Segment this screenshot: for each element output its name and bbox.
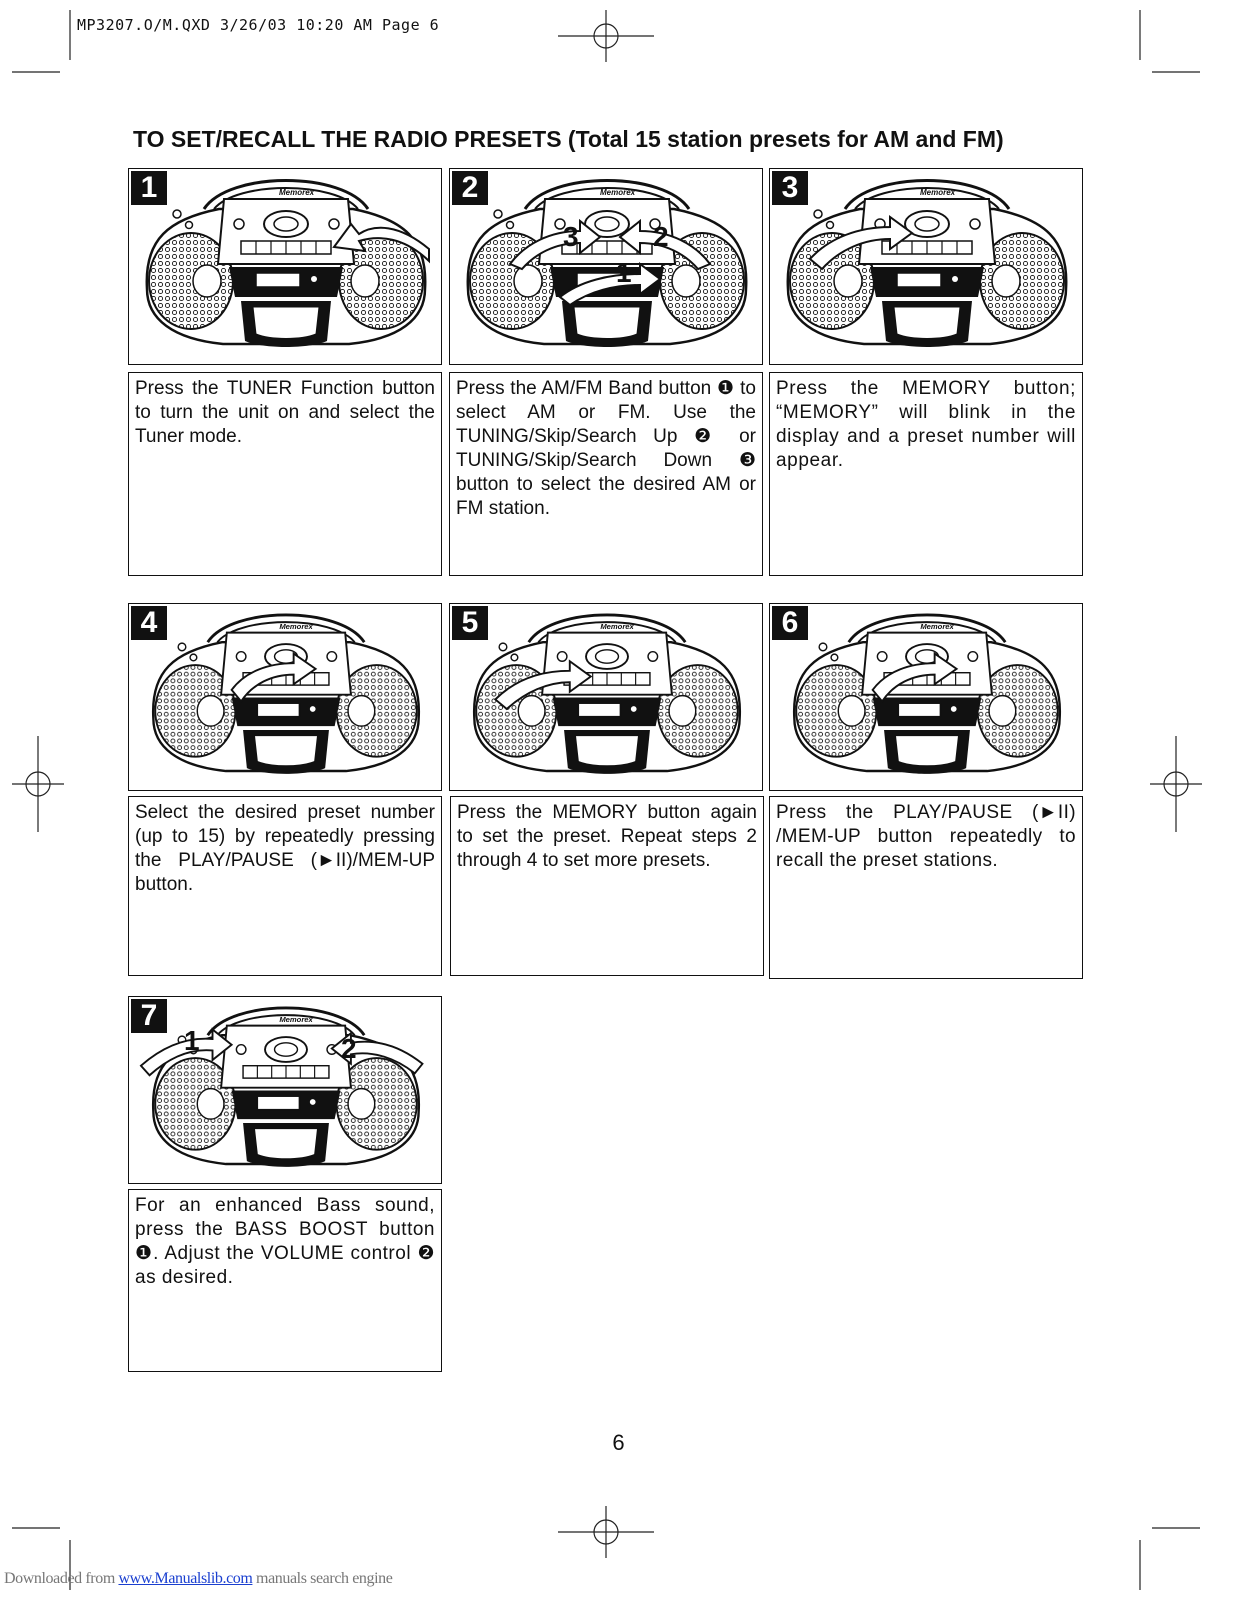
- step-illustration: [128, 603, 442, 791]
- step-number: 3: [772, 171, 808, 205]
- step-number: 2: [452, 171, 488, 205]
- step-description: Press the PLAY/PAUSE (►II) /MEM-UP button repeatedly to recall the preset stations.: [769, 796, 1083, 979]
- footer-suffix: manuals search engine: [252, 1570, 393, 1587]
- step-illustration: [128, 168, 442, 365]
- callout-number: 2: [653, 221, 669, 252]
- callout-number: 3: [563, 221, 579, 252]
- arrow-icon: [129, 169, 442, 365]
- arrow-icon: [450, 169, 763, 365]
- step-number: 6: [772, 606, 808, 640]
- callout-number: 2: [341, 1033, 357, 1064]
- step-description: Select the desired preset number (up to 15) by repeatedly pressing the PLAY/PAUSE (►II)/MEM-UP button.: [128, 796, 442, 976]
- callout-number: 1: [616, 257, 632, 288]
- arrow-icon: [129, 604, 442, 791]
- step-description: Press the MEMORY button again to set the preset. Repeat steps 2 through 4 to set more presets.: [450, 796, 764, 976]
- page-title: TO SET/RECALL THE RADIO PRESETS (Total 15 station presets for AM and FM): [133, 126, 1004, 152]
- arrow-icon: [770, 604, 1083, 791]
- step-number: 4: [131, 606, 167, 640]
- download-footer: [4, 1570, 392, 1588]
- step-number: 7: [131, 999, 167, 1033]
- step-description: For an enhanced Bass sound, press the BASS BOOST button ❶. Adjust the VOLUME control ❷ as desired.: [128, 1189, 442, 1372]
- file-slug: MP3207.O/M.QXD 3/26/03 10:20 AM Page 6: [77, 16, 440, 34]
- page-number: 6: [612, 1430, 625, 1455]
- callout-number: 1: [184, 1025, 200, 1056]
- step-number: 5: [452, 606, 488, 640]
- step-illustration: [769, 603, 1083, 791]
- arrow-icon: [770, 169, 1083, 365]
- step-illustration: [128, 996, 442, 1184]
- step-number: 1: [131, 171, 167, 205]
- step-illustration: [449, 168, 763, 365]
- step-description: Press the MEMORY button; “MEMORY” will blink in the display and a preset number will appear.: [769, 372, 1083, 576]
- step-description: Press the TUNER Function button to turn the unit on and select the Tuner mode.: [128, 372, 442, 576]
- footer-prefix: Downloaded from: [4, 1570, 119, 1587]
- step-description: Press the AM/FM Band button ❶ to select AM or FM. Use the TUNING/Skip/Search Up ❷ or TUNING/Skip/Search Down ❸ button to select the desired AM or FM station.: [449, 372, 763, 576]
- step-illustration: [769, 168, 1083, 365]
- arrow-icon: [129, 997, 442, 1184]
- step-illustration: [449, 603, 763, 791]
- arrow-icon: [450, 604, 763, 791]
- manualslib-link[interactable]: www.Manualslib.com: [118, 1570, 253, 1587]
